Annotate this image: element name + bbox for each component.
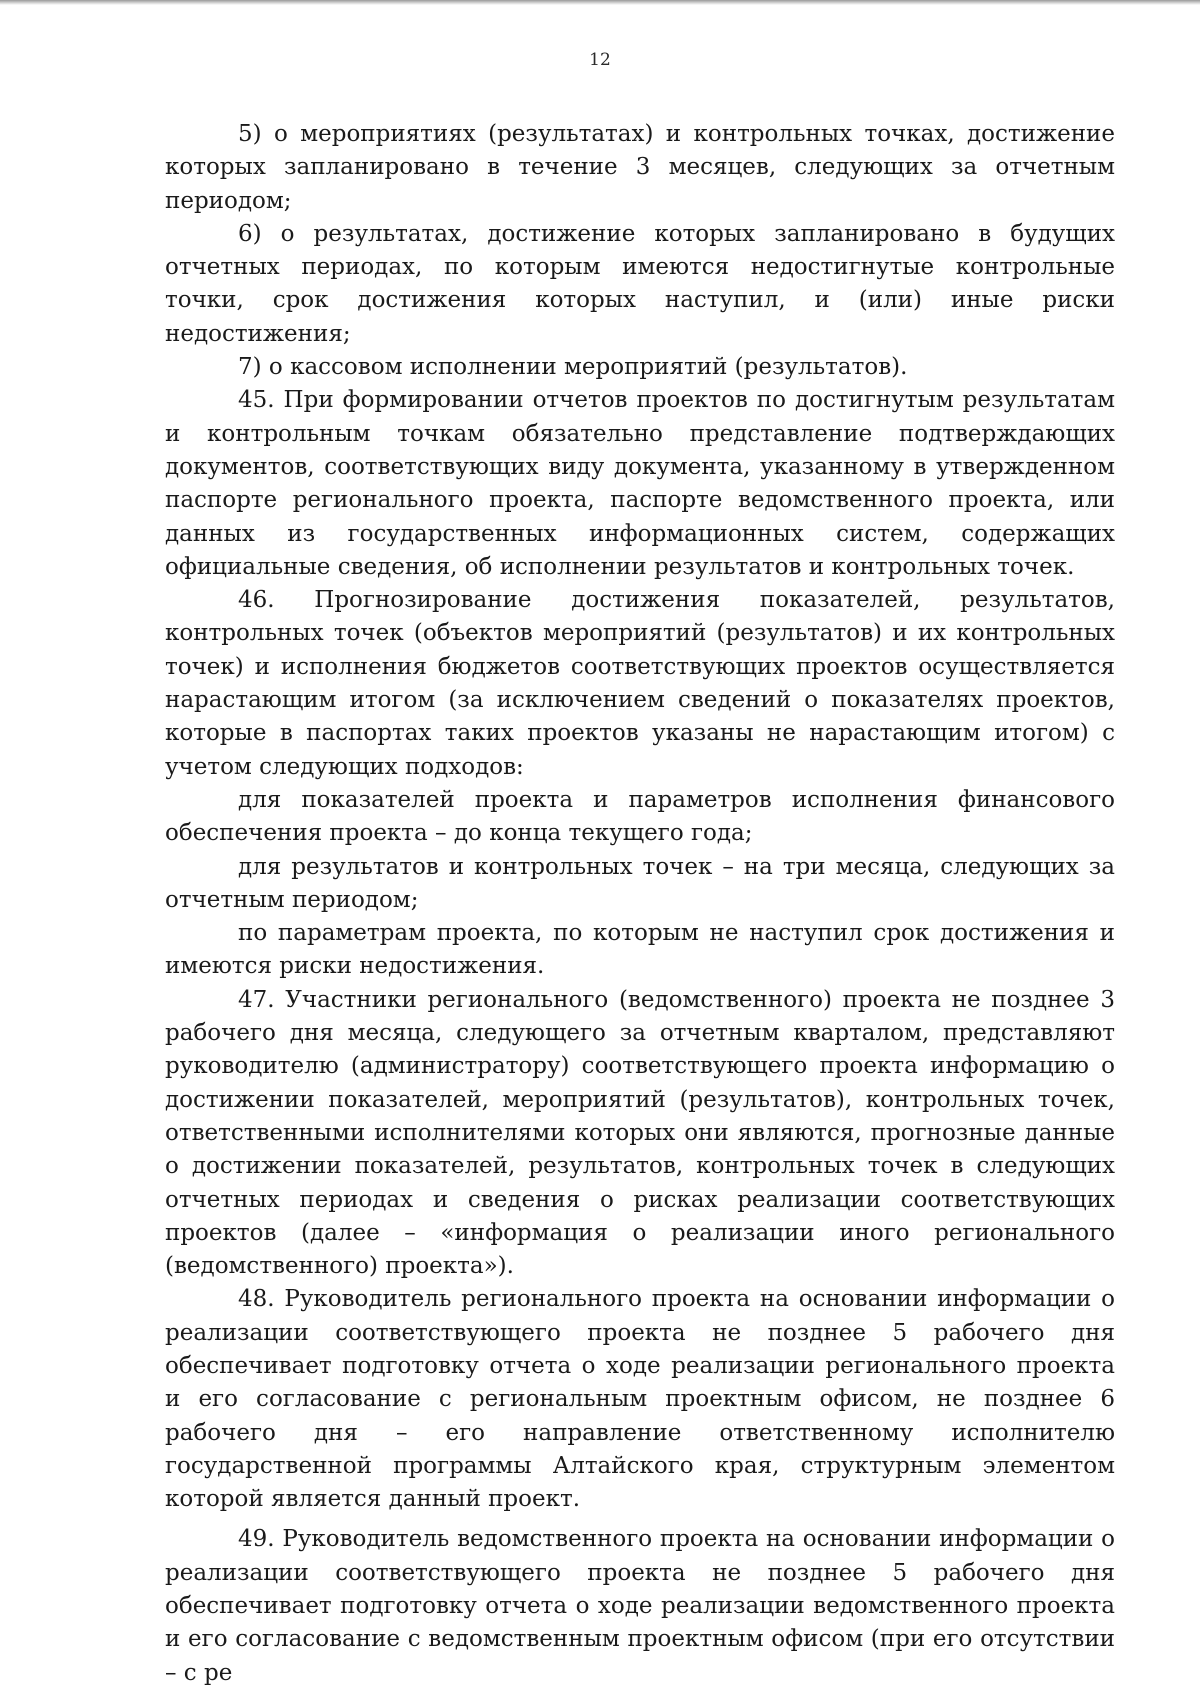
paragraph-item-7: 7) о кассовом исполнении мероприятий (результатов). xyxy=(238,354,908,381)
paragraph-46-approach-results: для результатов и контрольных точек – на три месяца, следующих за отчетным периодом; xyxy=(165,853,1115,913)
paragraph-47: 47. Участники регионального (ведомственного) проекта не позднее 3 рабочего дня месяца, следующего за отчетным кварталом, представляют руководителю (администратору) соответствующего проекта информацию о достижении показателей, мероприятий (результатов), контрольных точек, ответственными исполнителями которых они являются, прогнозные данные о достижении показателей, результатов, контрольных точек в следующих отчетных периодах и сведения о рисках реализации соответствующих проектов (далее – «информация о реализации иного регионального (ведомственного) проекта»). xyxy=(165,986,1115,1280)
scan-top-edge xyxy=(0,0,1200,5)
paragraph-49: 49. Руководитель ведомственного проекта на основании информации о реализации соответствующего проекта не позднее 5 рабочего дня обеспечивает подготовку отчета о ходе реализации ведомственного проекта и его согласование с ведомственным проектным офисом (при его отсутствии – с ре xyxy=(165,1526,1115,1686)
paragraph-46-approach-indicators: для показателей проекта и параметров исполнения финансового обеспечения проекта – до конца текущего года; xyxy=(165,786,1115,847)
paragraph-item-5: 5) о мероприятиях (результатах) и контрольных точках, достижение которых запланировано в течение 3 месяцев, следующих за отчетным периодом; xyxy=(165,121,1115,214)
paragraph-45: 45. При формировании отчетов проектов по достигнутым результатам и контрольным точкам обязательно представление подтверждающих документов, соответствующих виду документа, указанному в утвержденном паспорте регионального проекта, паспорте ведомственного проекта, или данных из государственных информационных систем, содержащих официальные сведения, об исполнении результатов и контрольных точек. xyxy=(165,387,1115,580)
paragraph-item-6: 6) о результатах, достижение которых запланировано в будущих отчетных периодах, по которым имеются недостигнутые контрольные точки, срок достижения которых наступил, и (или) иные риски недостижения; xyxy=(165,220,1115,347)
paragraph-46-approach-parameters: по параметрам проекта, по которым не наступил срок достижения и имеются риски недостижения. xyxy=(165,920,1115,980)
page-number: 12 xyxy=(589,50,611,70)
document-body xyxy=(165,118,1115,1690)
paragraph-48: 48. Руководитель регионального проекта на основании информации о реализации соответствующего проекта не позднее 5 рабочего дня обеспечивает подготовку отчета о ходе реализации регионального проекта и его согласование с региональным проектным офисом, не позднее 6 рабочего дня – его направление ответственному исполнителю государственной программы Алтайского края, структурным элементом которой является данный проект. xyxy=(165,1286,1115,1513)
paragraph-46: 46. Прогнозирование достижения показателей, результатов, контрольных точек (объектов мероприятий (результатов) и их контрольных точек) и исполнения бюджетов соответствующих проектов осуществляется нарастающим итогом (за исключением сведений о показателях проектов, которые в паспортах таких проектов указаны не нарастающим итогом) с учетом следующих подходов: xyxy=(165,587,1115,780)
